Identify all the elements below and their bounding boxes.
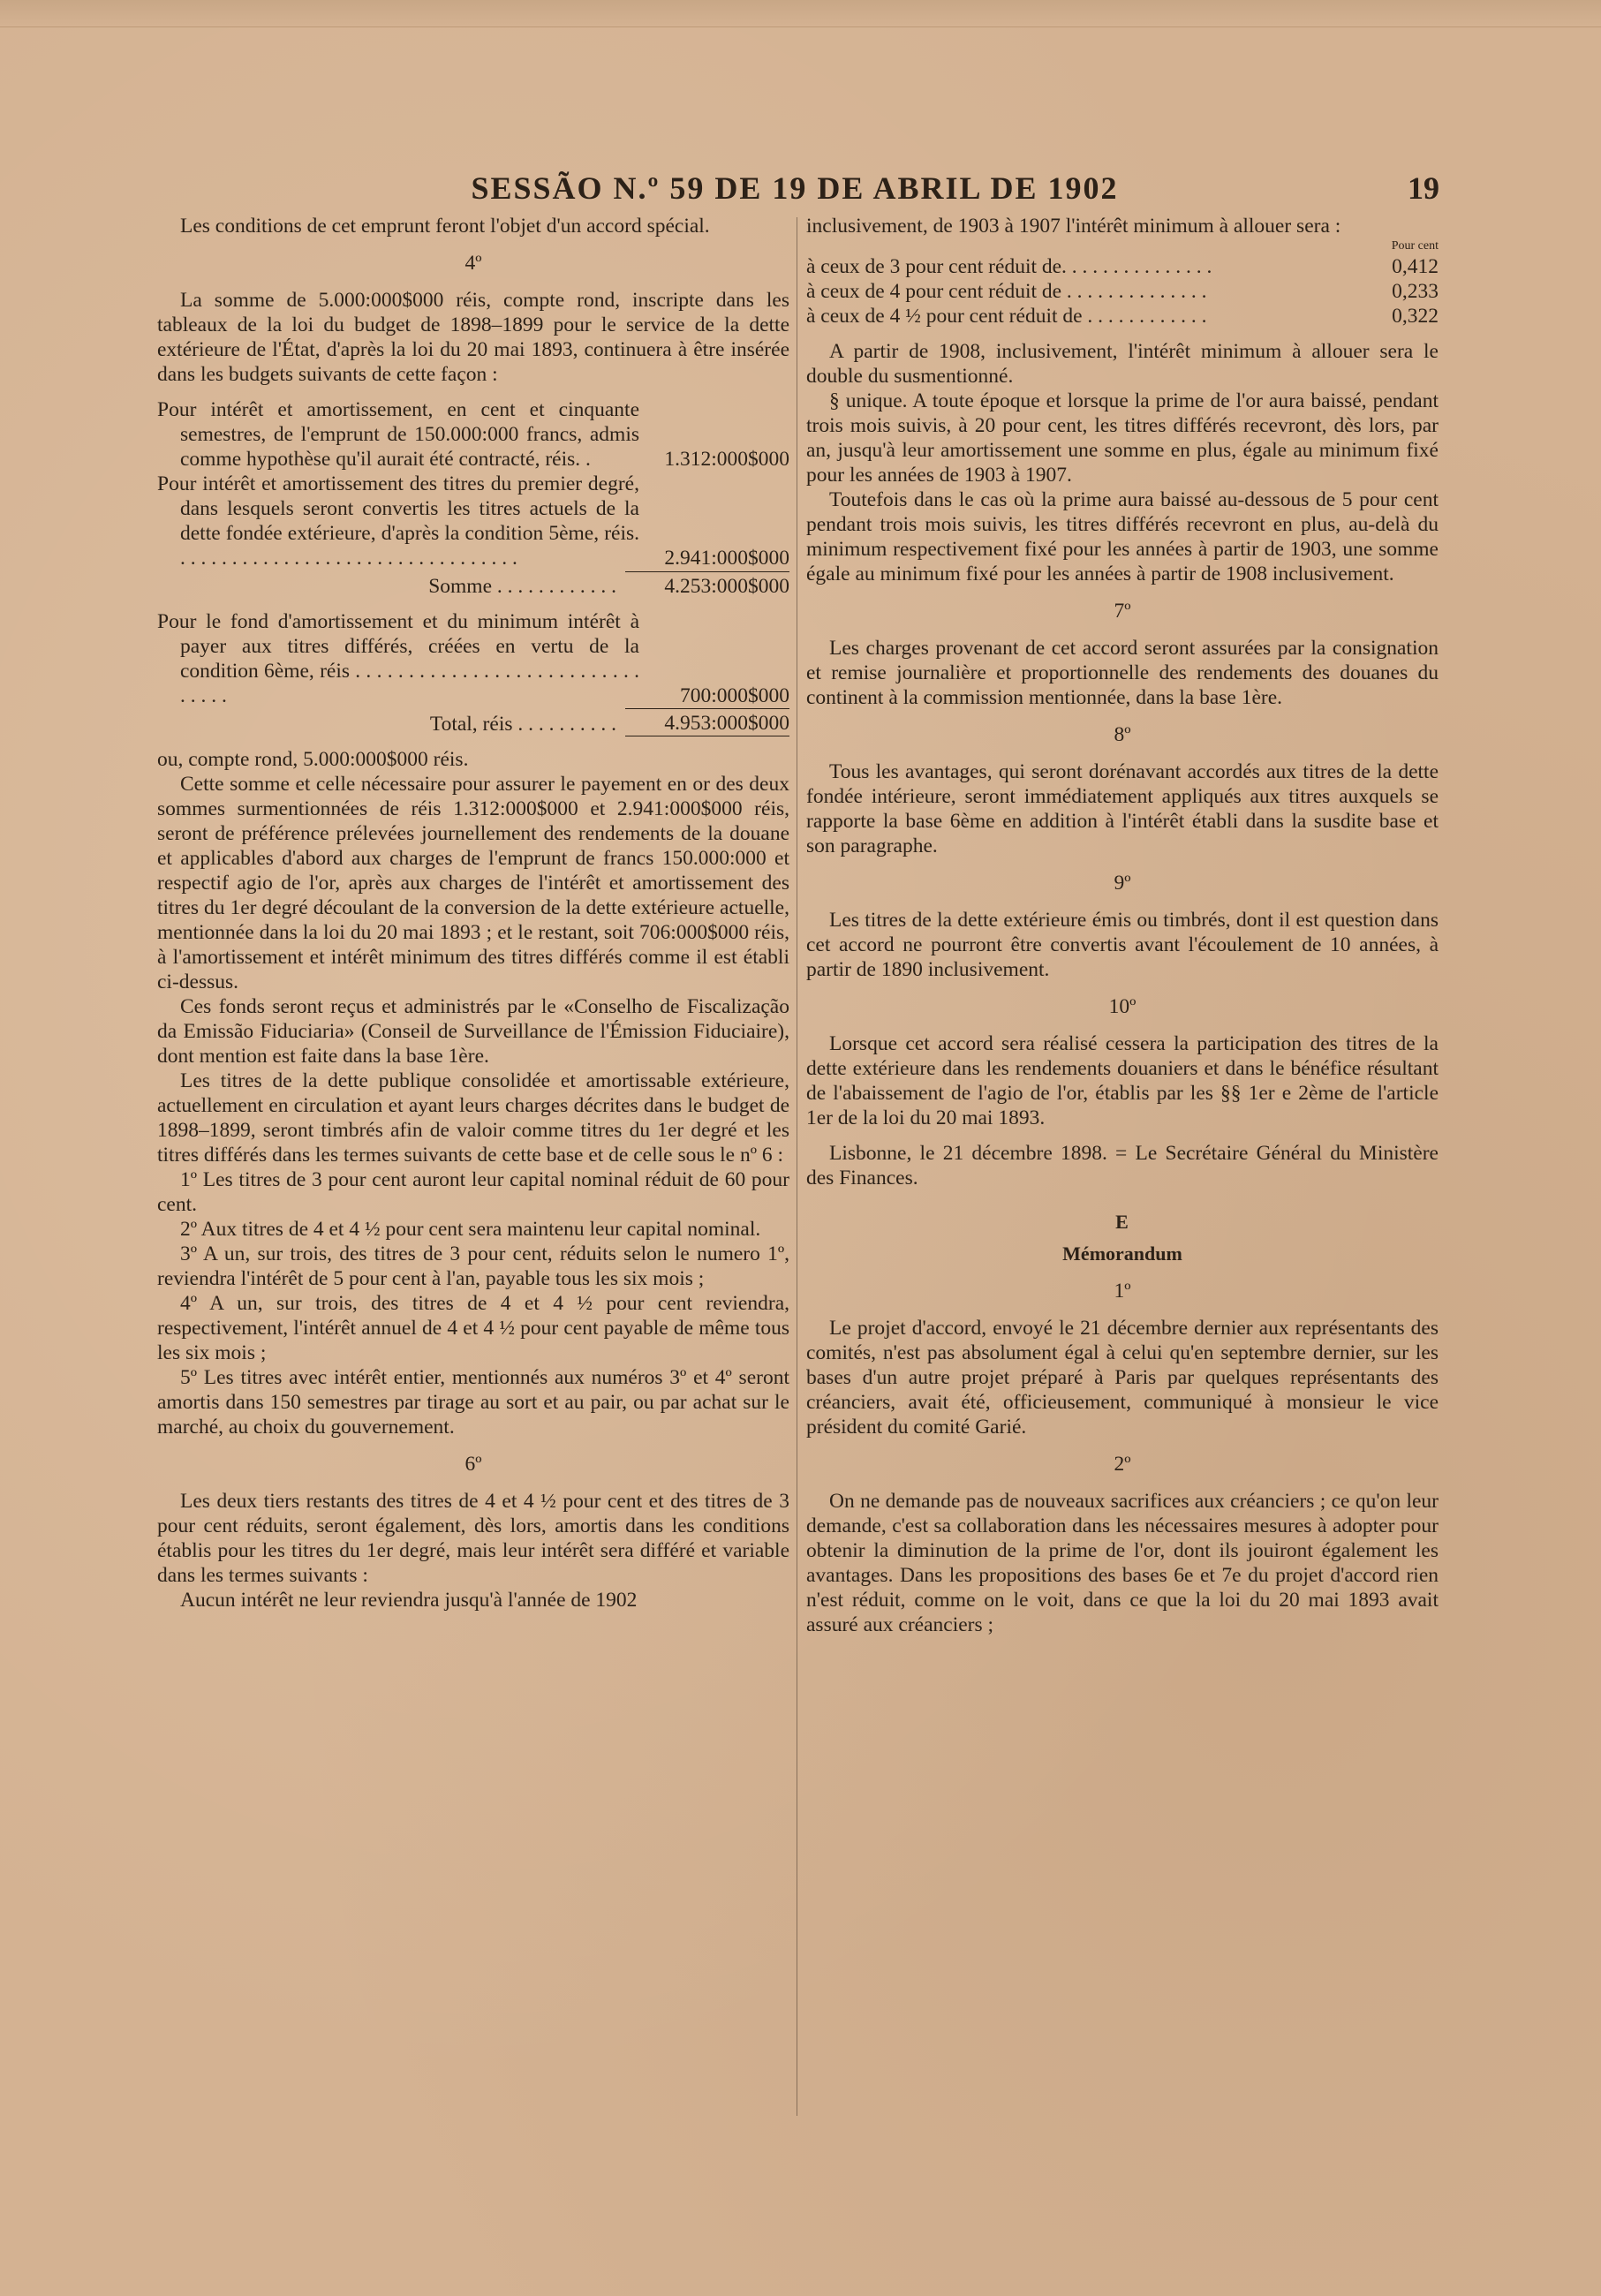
budget-entry-amount: 700:000$000: [679, 684, 789, 707]
paragraph: Aucun intérêt ne leur reviendra jusqu'à l'année de 1902: [180, 1589, 638, 1612]
paragraph: Les charges provenant de cet accord seront assurées par la consignation et remise journalière et proportionnelle des rendements des douanes du continent à la commission mentionnée, dans la base 1ère.: [806, 637, 1439, 709]
total-row: [157, 710, 789, 736]
rates-table: [806, 238, 1439, 329]
total-label: Total, réis . . . . . . . . . .: [429, 713, 616, 736]
paragraph: On ne demande pas de nouveaux sacrifices aux créanciers ; ce qu'on leur demande, c'est sa collaboration dans les nécessaires mesures à adopter pour obtenir la diminution de la prime de l'or, dont ils jouiront également les avantages. Dans les propositions des bases 6e et 7e du projet d'accord rien n'est réduit, comme on le voit, dans ce que la loi du 20 mai 1893 avait assuré aux créanciers ;: [806, 1490, 1439, 1636]
paragraph: 5º Les titres avec intérêt entier, mentionnés aux numéros 3º et 4º seront amortis dans 150 semestres par tirage au sort et au pair, ou par achat sur le marché, au choix du gouvernement.: [157, 1366, 789, 1439]
budget-entry: [157, 397, 789, 472]
sum-amount: 4.253:000$000: [625, 571, 789, 599]
section-number: 9º: [1114, 872, 1131, 895]
paragraph: 2º Aux titres de 4 et 4 ½ pour cent sera maintenu leur capital nominal.: [180, 1218, 761, 1241]
budget-entry-amount: 1.312:000$000: [664, 448, 789, 471]
budget-entry-text: Pour le fond d'amortissement et du minimum intérêt à payer aux titres différés, créées en vertu de la condition 6ème, réis . . . . . . . . . . . . . . . . . . . . . . . . . . . . . . . .: [157, 610, 639, 707]
page-number: 19: [1408, 170, 1439, 206]
rate-value: 0,322: [1392, 305, 1439, 328]
paragraph: A partir de 1908, inclusivement, l'intérêt minimum à allouer sera le double du susmentionné.: [806, 340, 1439, 388]
budget-entry: [157, 472, 789, 570]
total-amount: 4.953:000$000: [625, 708, 789, 736]
paragraph: Les titres de la dette publique consolidée et amortissable extérieure, actuellement en circulation et ayant leurs charges décrites dans le budget de 1898–1899, seront timbrés afin de valoir comme titres du 1er degré et les titres différés dans les termes suivants de cette base et de celle sous le nº 6 :: [157, 1069, 789, 1167]
paragraph: Toutefois dans le cas où la prime aura baissé au-dessous de 5 pour cent pendant trois mois suivis, les titres différés recevront en plus, au-delà du minimum respectivement fixé pour les années à partir de 1903, une somme égale au minimum fixé pour les années à partir de 1908 inclusivement.: [806, 488, 1439, 585]
budget-entry-text: Pour intérêt et amortissement, en cent et cinquante semestres, de l'emprunt de 150.000:000 francs, admis comme hypothèse qu'il aurait été contracté, réis. .: [157, 398, 639, 471]
left-column: [157, 214, 789, 1612]
paragraph: Les titres de la dette extérieure émis ou timbrés, dont il est question dans cet accord ne pourront être convertis avant l'écoulement de 10 années, à partir de 1890 inclusivement.: [806, 909, 1439, 981]
paragraph: Le projet d'accord, envoyé le 21 décembre dernier aux représentants des comités, n'est pas absolument égal à celui qu'en septembre dernier, sur les bases d'un autre projet préparé à Paris par quelques représentants des créanciers, avait été, officieusement, communiqué à monsieur le vice président du comité Garié.: [806, 1317, 1439, 1439]
budget-table: [157, 397, 789, 736]
rate-row: [806, 304, 1439, 329]
rate-row: [806, 254, 1439, 279]
paragraph: ou, compte rond, 5.000:000$000 réis.: [157, 748, 469, 771]
sum-label: Somme . . . . . . . . . . . .: [428, 575, 616, 598]
page-fold: [0, 0, 1601, 27]
paragraph: inclusivement, de 1903 à 1907 l'intérêt minimum à allouer sera :: [806, 215, 1341, 238]
rate-label: à ceux de 3 pour cent réduit de. . . . . . . . . . . . . . .: [806, 255, 1212, 278]
session-title: SESSÃO N.º 59 DE 19 DE ABRIL DE 1902: [471, 170, 1119, 206]
budget-entry-text: Pour intérêt et amortissement des titres du premier degré, dans lesquels seront convertis les titres actuels de la dette fondée extérieure, d'après la condition 5ème, réis. . . . . . . . . . . . . . . . . . . . . . . . . . . . . . . . . .: [157, 472, 639, 570]
section-number: 10º: [1108, 995, 1137, 1018]
sum-row: [157, 572, 789, 599]
signature-line: Lisbonne, le 21 décembre 1898. = Le Secrétaire Général du Ministère des Finances.: [806, 1142, 1439, 1190]
section-number: 8º: [1114, 723, 1131, 746]
budget-entry-amount: 2.941:000$000: [664, 547, 789, 570]
section-number: 6º: [464, 1453, 482, 1476]
budget-entry: [157, 609, 789, 708]
paragraph: Lorsque cet accord sera réalisé cessera la participation des titres de la dette extérieure dans les rendements douaniers et dans le bénéfice résultant de l'abaissement de l'agio de l'or, établis par les §§ 1er e 2ème de l'article 1er de la loi du 20 mai 1893.: [806, 1032, 1439, 1129]
paragraph: § unique. A toute époque et lorsque la prime de l'or aura baissé, pendant trois mois suivis, à 20 pour cent, les titres différés recevront, dès lors, par an, jusqu'à leur amortissement une somme en plus, égale au minimum fixé pour les années de 1903 à 1907.: [806, 389, 1439, 487]
paragraph: Ces fonds seront reçus et administrés par le «Conselho de Fiscalização da Emissão Fiduciaria» (Conseil de Surveillance de l'Émission Fiduciaire), dont mention est faite dans la base 1ère.: [157, 995, 789, 1068]
right-column: [806, 214, 1439, 1637]
paragraph: Les conditions de cet emprunt feront l'objet d'un accord spécial.: [180, 215, 710, 238]
section-number: 2º: [1114, 1453, 1131, 1476]
paragraph: Tous les avantages, qui seront dorénavant accordés aux titres de la dette fondée intérieure, seront immédiatement appliqués aux titres auxquels se rapporte la base 6ème en addition à l'intérêt établi dans la susdite base et son paragraphe.: [806, 760, 1439, 857]
paragraph: 1º Les titres de 3 pour cent auront leur capital nominal réduit de 60 pour cent.: [157, 1168, 789, 1216]
annex-letter: E: [1115, 1211, 1129, 1233]
rate-label: à ceux de 4 ½ pour cent réduit de . . . . . . . . . . . .: [806, 305, 1207, 328]
section-number: 7º: [1114, 600, 1131, 623]
paragraph: 3º A un, sur trois, des titres de 3 pour cent, réduits selon le numero 1º, reviendra l'intérêt de 5 pour cent à l'an, payable tous les six mois ;: [157, 1242, 789, 1290]
section-number: 1º: [1114, 1280, 1131, 1303]
rate-label: à ceux de 4 pour cent réduit de . . . . . . . . . . . . . .: [806, 280, 1207, 303]
rate-row: [806, 279, 1439, 304]
rate-value: 0,233: [1392, 280, 1439, 303]
paragraph: La somme de 5.000:000$000 réis, compte rond, inscripte dans les tableaux de la loi du budget de 1898–1899 pour le service de la dette extérieure de l'État, d'après la loi du 20 mai 1893, continuera à être insérée dans les budgets suivants de cette façon :: [157, 289, 789, 386]
rates-header: Pour cent: [1391, 239, 1439, 253]
rate-value: 0,412: [1392, 255, 1439, 278]
memorandum-title: Mémorandum: [1062, 1242, 1182, 1265]
paragraph: 4º A un, sur trois, des titres de 4 et 4 ½ pour cent reviendra, respectivement, l'intérêt annuel de 4 et 4 ½ pour cent payable de même tous les six mois ;: [157, 1292, 789, 1364]
section-number: 4º: [464, 252, 482, 275]
page-header: [150, 170, 1439, 212]
paragraph: Cette somme et celle nécessaire pour assurer le payement en or des deux sommes surmentionnées de réis 1.312:000$000 et 2.941:000$000 réis, seront de préférence prélevées journellement des rendements de la douane et applicables d'abord aux charges de l'emprunt de francs 150.000:000 et respectif agio de l'or, après aux charges de l'intérêt et amortissement des titres du 1er degré découlant de la conversion de la dette extérieure actuelle, mentionnée dans la loi du 20 mai 1893 ; et le restant, soit 706:000$000 réis, à l'amortissement et intérêt minimum des titres différés comme il est établi ci-dessus.: [157, 773, 789, 993]
paragraph: Les deux tiers restants des titres de 4 et 4 ½ pour cent et des titres de 3 pour cent réduits, seront également, dès lors, amortis dans les conditions établis pour les titres du 1er degré, mais leur intérêt sera différé et variable dans les termes suivants :: [157, 1490, 789, 1587]
